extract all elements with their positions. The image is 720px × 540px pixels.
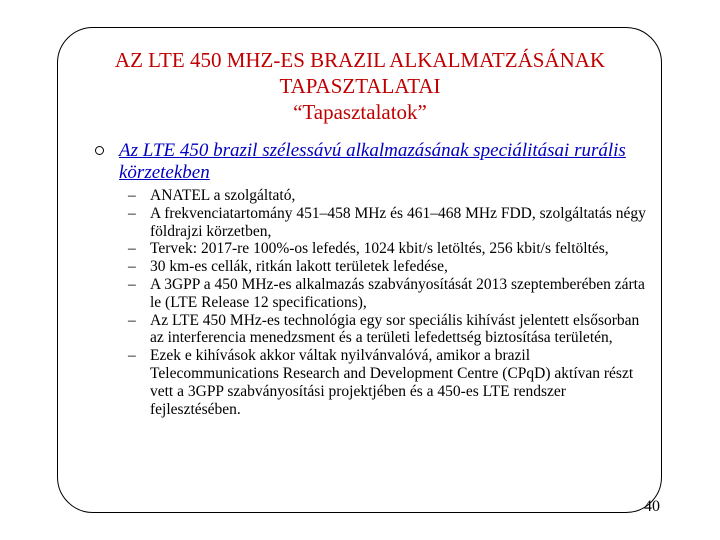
sub-bullet-text: A 3GPP a 450 MHz-es alkalmazás szabványosítását 2013 szeptemberében zárta le (LTE Release 12 specifications), bbox=[150, 275, 645, 311]
dash-bullet-icon: – bbox=[128, 204, 136, 222]
sub-bullet-text: ANATEL a szolgáltató, bbox=[150, 187, 296, 204]
sub-bullet-text: Az LTE 450 MHz-es technológia egy sor speciális kihívást jelentett elsősorban az interferencia menedzsment és a területi lefedettség biztosítása területén, bbox=[150, 311, 640, 347]
dash-bullet-icon: – bbox=[128, 240, 136, 258]
main-bullet-text: Az LTE 450 brazil szélessávú alkalmazásának speciálitásai rurális körzetekben bbox=[119, 140, 626, 183]
sub-bullet-item bbox=[128, 258, 646, 276]
sub-bullet-item bbox=[128, 312, 646, 348]
sub-bullet-item bbox=[128, 187, 646, 205]
sub-bullet-list bbox=[128, 187, 646, 418]
slide-title bbox=[0, 47, 720, 125]
dash-bullet-icon: – bbox=[128, 258, 136, 276]
main-bullet bbox=[95, 140, 655, 184]
title-line-2: TAPASZTALATAI bbox=[279, 74, 441, 98]
dash-bullet-icon: – bbox=[128, 347, 136, 365]
sub-bullet-text: Tervek: 2017-re 100%-os lefedés, 1024 kbit/s letöltés, 256 kbit/s feltöltés, bbox=[150, 240, 609, 258]
circle-bullet-icon bbox=[95, 146, 104, 155]
dash-bullet-icon: – bbox=[128, 187, 136, 204]
dash-bullet-icon: – bbox=[128, 311, 136, 329]
sub-bullet-item bbox=[128, 276, 646, 312]
sub-bullet-item bbox=[128, 347, 646, 418]
sub-bullet-item bbox=[128, 240, 646, 258]
sub-bullet-item bbox=[128, 205, 646, 241]
dash-bullet-icon: – bbox=[128, 275, 136, 293]
page-number: 40 bbox=[644, 498, 660, 515]
title-line-1: AZ LTE 450 MHZ-ES BRAZIL ALKALMATZÁSÁNAK bbox=[114, 48, 606, 72]
sub-bullet-text: Ezek e kihívások akkor váltak nyilvánvalóvá, amikor a brazil Telecommunications Research and Development Centre (CPqD) aktívan részt vett a 3GPP szabványosítási projektjében és a 450-es LTE rendszer fejlesztésében. bbox=[150, 347, 634, 418]
sub-bullet-text: 30 km-es cellák, ritkán lakott területek lefedése, bbox=[150, 258, 448, 276]
title-line-3: “Tapasztalatok” bbox=[293, 100, 427, 124]
sub-bullet-text: A frekvenciatartomány 451–458 MHz és 461–468 MHz FDD, szolgáltatás négy földrajzi körzetben, bbox=[150, 204, 646, 240]
